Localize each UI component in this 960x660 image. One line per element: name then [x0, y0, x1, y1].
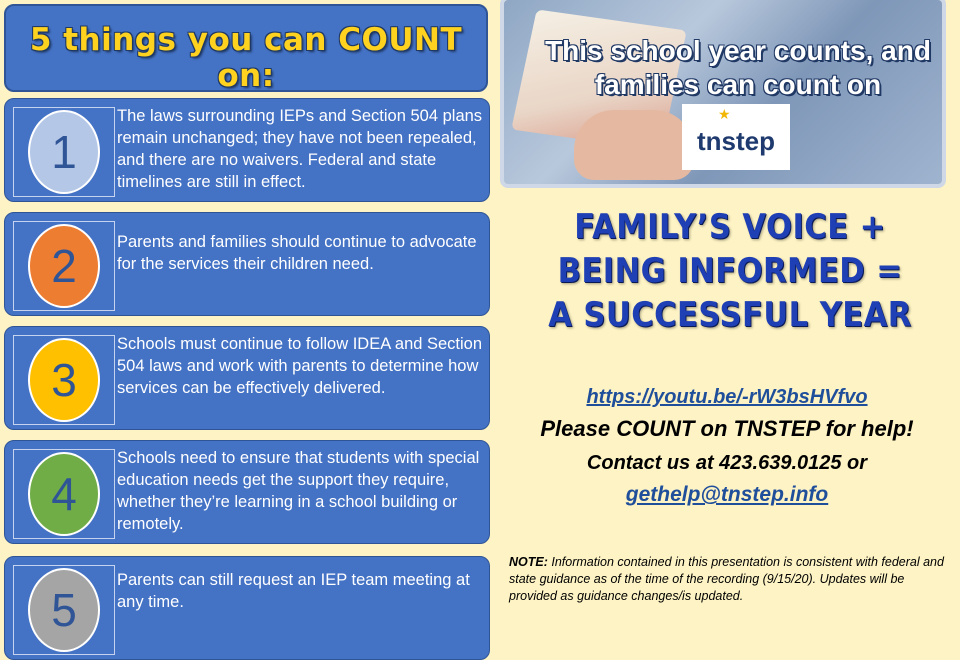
contact-block — [500, 382, 954, 510]
number-frame — [13, 107, 115, 197]
header-banner — [4, 4, 488, 92]
list-item — [4, 212, 490, 316]
email-link[interactable]: gethelp@tnstep.info — [625, 483, 829, 506]
video-link[interactable]: https://youtu.be/-rW3bsHVfvo — [586, 386, 868, 408]
headline — [523, 205, 937, 337]
list-item — [4, 440, 490, 544]
item-text: The laws surrounding IEPs and Section 504 plans remain unchanged; they have not been repealed, and there are no waivers. Federal and state timelines are still in effect. — [117, 107, 483, 191]
header-title: 5 things you can COUNT on: — [29, 22, 463, 94]
list-item — [4, 98, 490, 202]
list-item — [4, 556, 490, 660]
hero-photo — [500, 0, 946, 188]
headline-line-2: BEING INFORMED = — [557, 251, 903, 291]
item-text: Schools must continue to follow IDEA and Section 504 laws and work with parents to determine how services can be effectively delivered. — [117, 335, 483, 397]
number-circle-2: 2 — [28, 224, 100, 308]
number-circle-3: 3 — [28, 338, 100, 422]
number-frame — [13, 449, 115, 539]
number-circle-1: 1 — [28, 110, 100, 194]
number-circle-4: 4 — [28, 452, 100, 536]
logo-text: tnstep — [697, 126, 775, 156]
headline-line-3: A SUCCESSFUL YEAR — [548, 295, 912, 335]
item-text: Schools need to ensure that students with special education needs get the support they require, whether they’re learning in a school building or remotely. — [117, 449, 480, 533]
number-frame — [13, 565, 115, 655]
number-circle-5: 5 — [28, 568, 100, 652]
tnstep-logo — [682, 104, 790, 170]
note-label: NOTE: — [509, 555, 548, 569]
number-frame — [13, 221, 115, 311]
item-text: Parents can still request an IEP team meeting at any time. — [117, 571, 470, 611]
help-line: Please COUNT on TNSTEP for help! — [540, 416, 914, 441]
hand-illustration — [574, 110, 694, 180]
phone-line: Contact us at 423.639.0125 or — [586, 452, 868, 474]
item-text: Parents and families should continue to advocate for the services their children need. — [117, 233, 477, 273]
note-text: Information contained in this presentation is consistent with federal and state guidance as of the time of the recording (9/15/20). Updates will be provided as guidance changes/is updated. — [509, 555, 944, 603]
photo-caption: This school year counts, and families can count on — [545, 35, 931, 100]
note — [509, 554, 955, 605]
number-frame — [13, 335, 115, 425]
list-item — [4, 326, 490, 430]
headline-line-1: FAMILY’S VOICE + — [574, 207, 886, 247]
star-icon: ★ — [718, 106, 731, 122]
